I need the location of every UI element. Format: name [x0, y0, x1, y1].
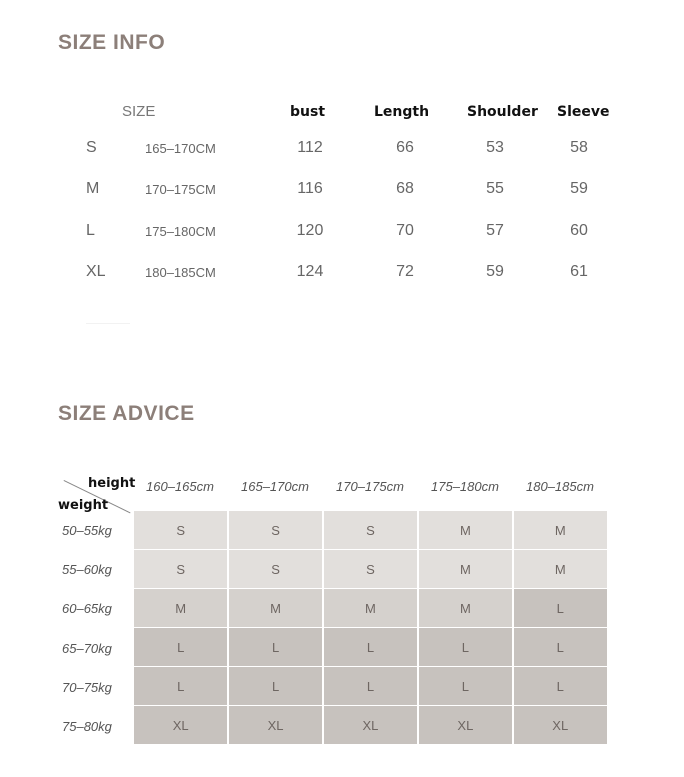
corner-height-label: height — [88, 476, 136, 491]
size-advice-grid — [134, 511, 609, 745]
length-value: 70 — [396, 222, 414, 239]
size-advice-title: SIZE ADVICE — [58, 402, 195, 425]
table-row — [134, 511, 609, 549]
header-size: SIZE — [122, 103, 156, 120]
table-row — [134, 550, 609, 588]
height-range: 180–185CM — [145, 265, 216, 280]
grid-cell: L — [134, 667, 227, 705]
grid-cell: M — [134, 589, 227, 627]
grid-cell: M — [419, 550, 512, 588]
size-label: XL — [86, 263, 106, 280]
grid-cell: XL — [134, 706, 227, 744]
height-range: 165–170CM — [145, 141, 216, 156]
grid-cell: M — [419, 511, 512, 549]
length-value: 66 — [396, 139, 414, 156]
grid-cell: S — [324, 550, 417, 588]
height-column-header: 175–180cm — [431, 479, 499, 494]
height-range: 175–180CM — [145, 224, 216, 239]
height-column-header: 170–175cm — [336, 479, 404, 494]
grid-cell: XL — [229, 706, 322, 744]
grid-cell: S — [229, 511, 322, 549]
grid-cell: XL — [419, 706, 512, 744]
bust-value: 120 — [296, 222, 324, 239]
grid-cell: M — [514, 550, 607, 588]
sleeve-value: 61 — [570, 263, 588, 280]
length-value: 72 — [396, 263, 414, 280]
weight-row-header: 75–80kg — [62, 719, 112, 734]
grid-cell: S — [134, 511, 227, 549]
grid-cell: S — [324, 511, 417, 549]
weight-row-header: 60–65kg — [62, 601, 112, 616]
header-sleeve: Sleeve — [557, 104, 610, 120]
size-label: M — [86, 180, 100, 197]
sleeve-value: 59 — [570, 180, 588, 197]
grid-cell: L — [324, 628, 417, 666]
weight-row-header: 65–70kg — [62, 641, 112, 656]
grid-cell: L — [514, 589, 607, 627]
grid-cell: L — [229, 628, 322, 666]
size-label: L — [86, 222, 95, 239]
header-shoulder: Shoulder — [467, 104, 538, 120]
grid-cell: L — [324, 667, 417, 705]
table-row — [134, 706, 609, 744]
weight-row-header: 50–55kg — [62, 523, 112, 538]
height-range: 170–175CM — [145, 182, 216, 197]
grid-cell: L — [514, 667, 607, 705]
header-length: Length — [374, 104, 430, 120]
sleeve-value: 58 — [570, 139, 588, 156]
grid-cell: L — [419, 628, 512, 666]
grid-cell: S — [229, 550, 322, 588]
grid-cell: M — [514, 511, 607, 549]
grid-cell: M — [229, 589, 322, 627]
grid-cell: M — [324, 589, 417, 627]
height-column-header: 160–165cm — [146, 479, 214, 494]
bust-value: 124 — [296, 263, 324, 280]
weight-row-header: 55–60kg — [62, 562, 112, 577]
grid-cell: M — [419, 589, 512, 627]
weight-row-header: 70–75kg — [62, 680, 112, 695]
shoulder-value: 57 — [486, 222, 504, 239]
height-column-header: 180–185cm — [526, 479, 594, 494]
grid-cell: L — [419, 667, 512, 705]
table-row — [134, 667, 609, 705]
table-row — [134, 589, 609, 627]
height-column-header: 165–170cm — [241, 479, 309, 494]
length-value: 68 — [396, 180, 414, 197]
grid-cell: S — [134, 550, 227, 588]
shoulder-value: 55 — [486, 180, 504, 197]
table-row — [134, 628, 609, 666]
sleeve-value: 60 — [570, 222, 588, 239]
bust-value: 112 — [297, 139, 323, 156]
size-label: S — [86, 139, 97, 156]
grid-cell: XL — [324, 706, 417, 744]
grid-cell: L — [134, 628, 227, 666]
shoulder-value: 59 — [486, 263, 504, 280]
header-bust: bust — [290, 104, 326, 120]
size-info-title: SIZE INFO — [58, 31, 166, 54]
grid-cell: L — [229, 667, 322, 705]
grid-cell: L — [514, 628, 607, 666]
grid-cell: XL — [514, 706, 607, 744]
shoulder-value: 53 — [486, 139, 504, 156]
bust-value: 116 — [297, 180, 323, 197]
corner-weight-label: weight — [58, 498, 109, 513]
divider — [86, 323, 130, 324]
